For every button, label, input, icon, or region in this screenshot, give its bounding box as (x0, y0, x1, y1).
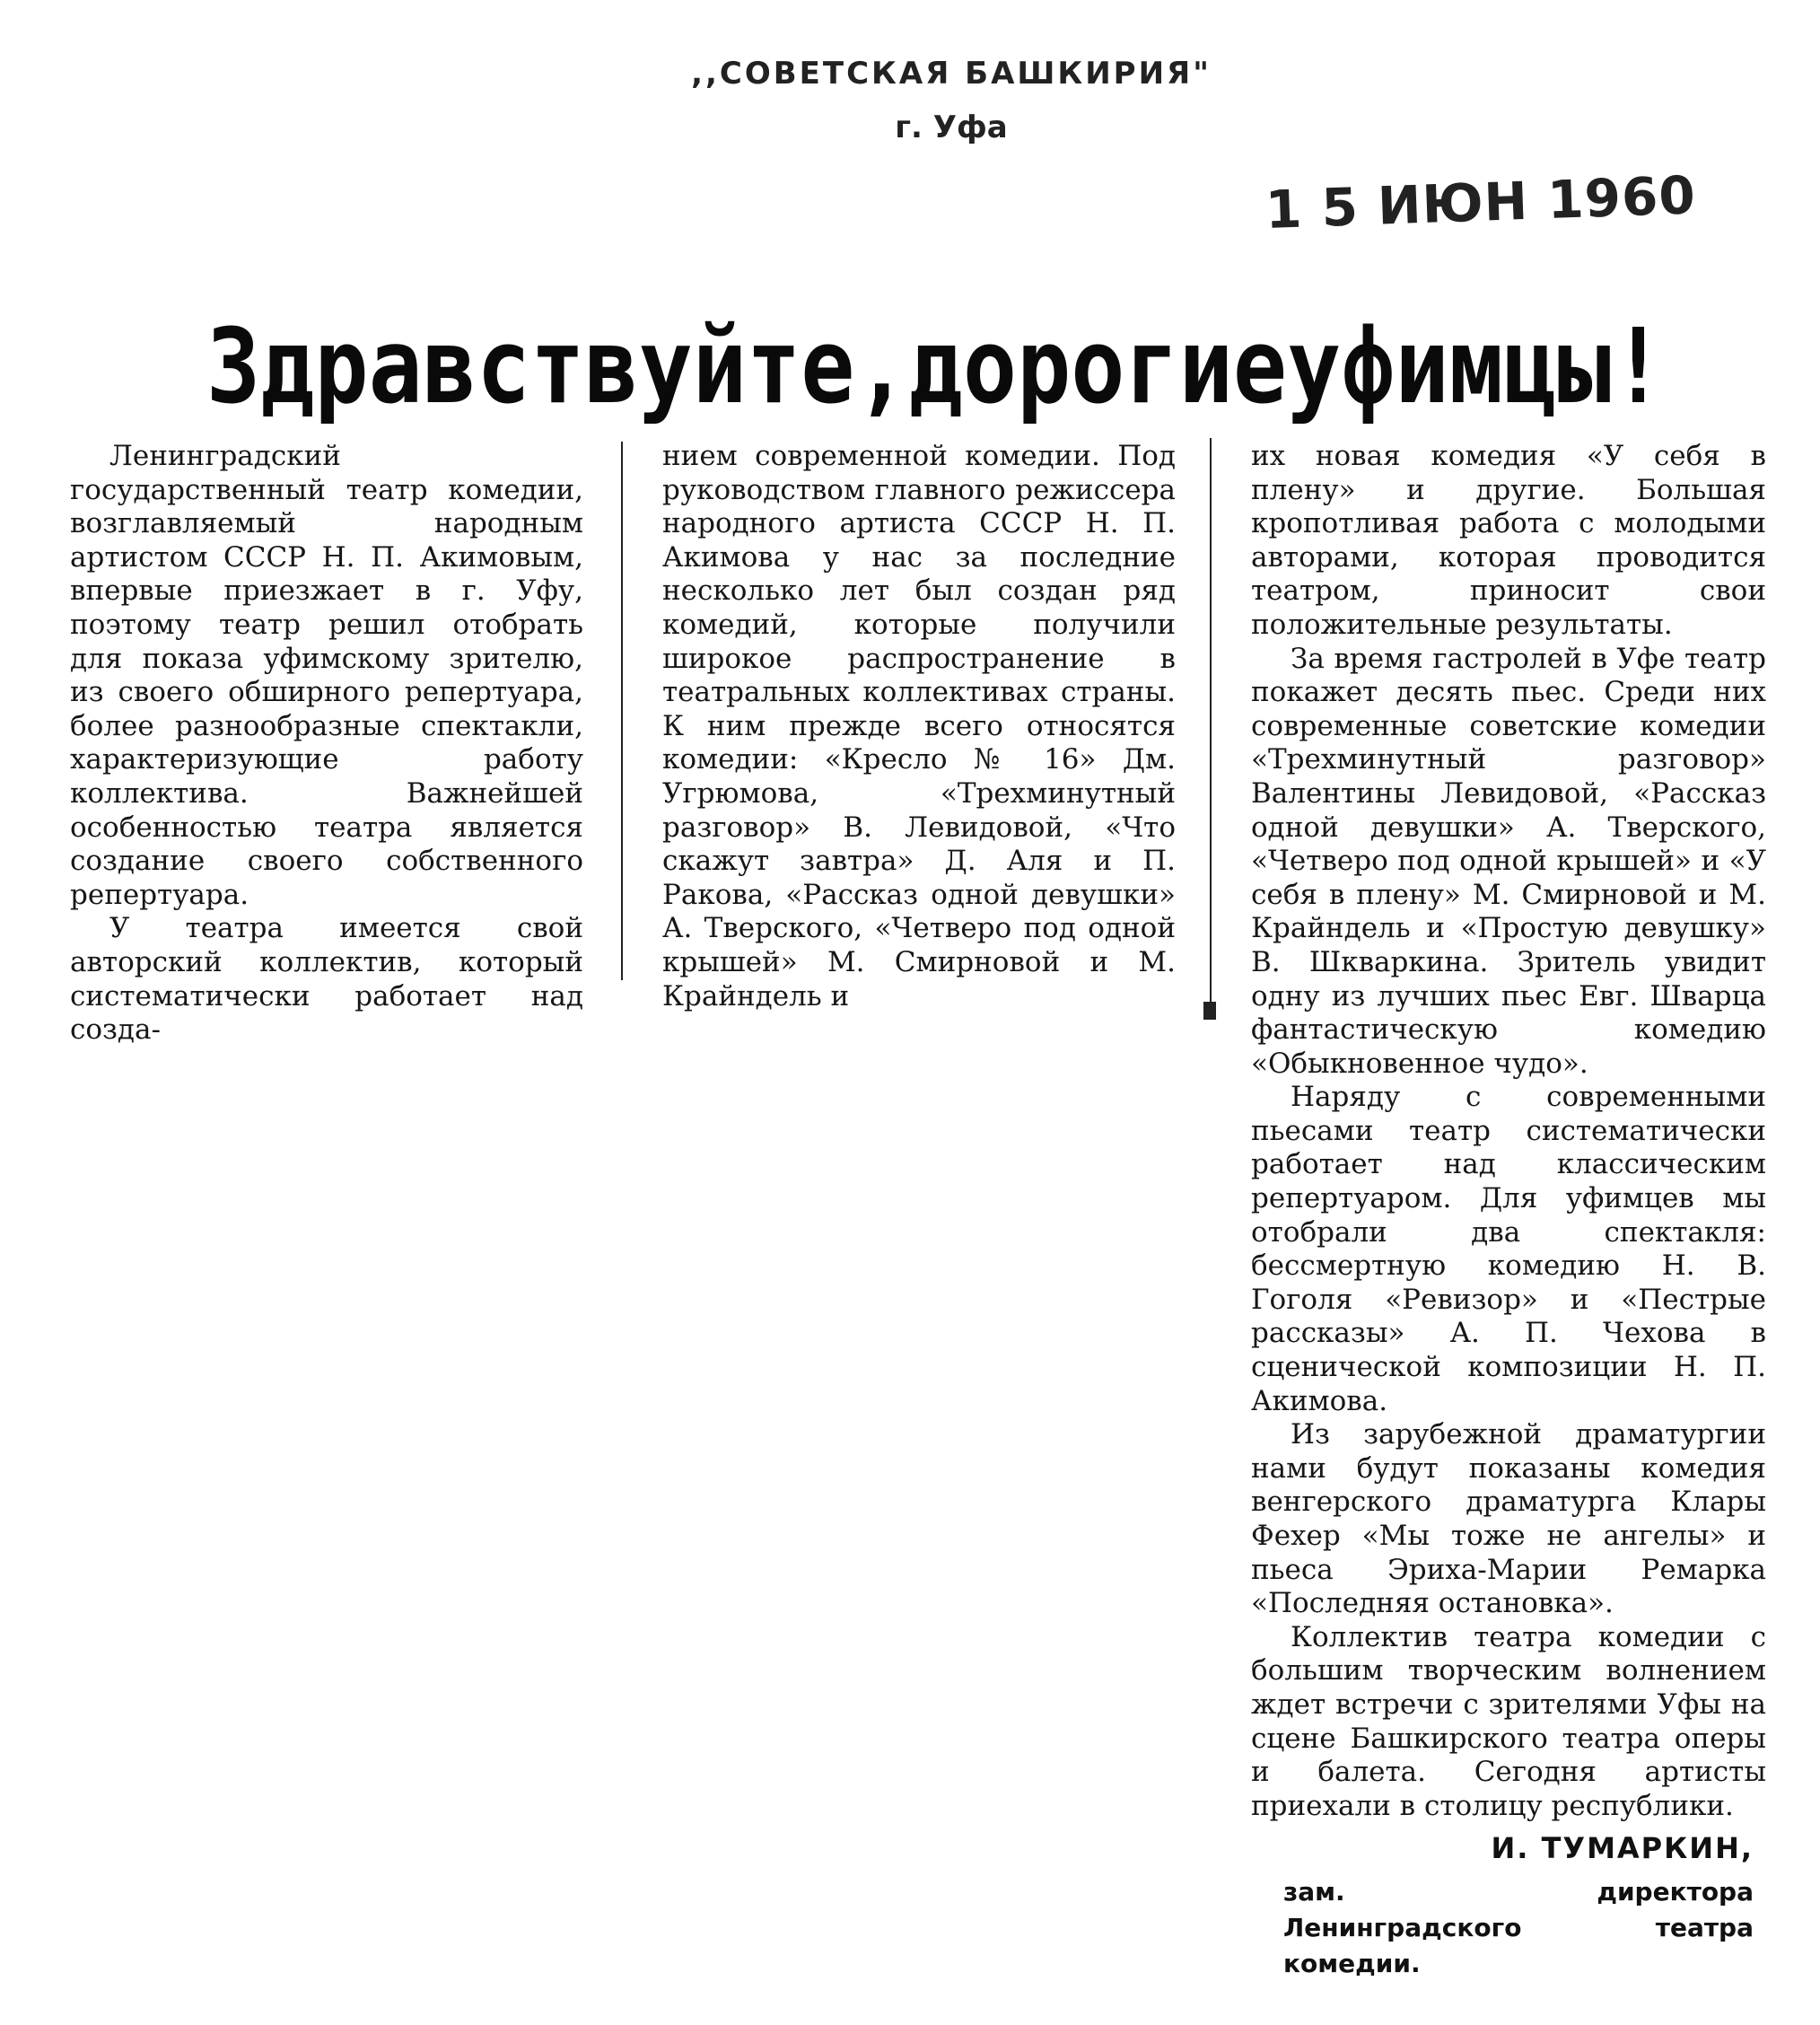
paragraph: Из зарубежной драматургии нами будут показаны комедия венгерского драматурга Клары Фехер «Мы тоже не ангелы» и пьеса Эриха-Марии Ремарка «Последняя остановка». (1251, 1418, 1766, 1620)
article-column-2 (662, 440, 1176, 1013)
headline-word: дорогие (908, 306, 1288, 427)
author-signature: И. ТУМАРКИН, (1491, 1831, 1754, 1865)
paragraph: Коллектив театра комедии с большим творческим волнением ждет встречи с зрителями Уфы на сцене Башкирского театра оперы и балета. Сегодня артисты приехали в столицу республики. (1251, 1620, 1766, 1822)
paragraph: нием современной комедии. Под руководством главного режиссера народного артиста СССР Н. П. Акимова у нас за последние несколько лет был создан ряд комедий, которые получили широкое распространение в театральных коллективах страны. К ним прежде всего относятся комедии: «Кресло № 16» Дм. Угрюмова, «Трехминутный разговор» В. Левидовой, «Что скажут завтра» Д. Аля и П. Ракова, «Рассказ одной девушки» А. Тверского, «Четверо под одной крышей» М. Смирновой и М. Крайндель и (662, 440, 1176, 1012)
column-rule (621, 442, 623, 980)
headline-word: уфимцы! (1287, 306, 1666, 427)
paragraph: У театра имеется свой авторский коллектив, который систематически работает над созда- (70, 912, 583, 1047)
city-label: г. Уфа (895, 110, 1008, 145)
column-rule-mark (1203, 1002, 1216, 1020)
headline (206, 305, 1666, 429)
paragraph: За время гастролей в Уфе театр покажет десять пьес. Среди них современные советские комедии «Трехминутный разговор» Валентины Левидовой, «Рассказ одной девушки» А. Тверского, «Четверо под одной крышей» и «У себя в плену» М. Смирновой и М. Крайндель и «Простую девушку» В. Шкваркина. Зритель увидит одну из лучших пьес Евг. Шварца фантастическую комедию «Обыкновенное чудо». (1251, 642, 1766, 1080)
date-stamp: 1 5 ИЮН 1960 (1264, 164, 1697, 241)
author-title: зам. директора Ленинградского театра комедии. (1283, 1877, 1754, 1978)
headline-word: Здравствуйте, (206, 306, 909, 427)
article-column-3 (1251, 440, 1766, 1823)
paragraph: их новая комедия «У себя в плену» и другие. Большая кропотливая работа с молодыми авторами, которая проводится театром, приносит свои положительные результаты. (1251, 440, 1766, 641)
paragraph: Наряду с современными пьесами театр систематически работает над классическим репертуаром. Для уфимцев мы отобрали два спектакля: бессмертную комедию Н. В. Гоголя «Ревизор» и «Пестрые рассказы» А. П. Чехова в сценической композиции Н. П. Акимова. (1251, 1081, 1766, 1417)
article-column-1 (70, 440, 583, 1048)
paragraph: Ленинградский государственный театр комедии, возглавляемый народным артистом СССР Н. П. Акимовым, впервые приезжает в г. Уфу, поэтому театр решил отобрать для показа уфимскому зрителю, из своего обширного репертуара, более разнообразные спектакли, характеризующие работу коллектива. Важнейшей особенностью театра является создание своего собственного репертуара. (70, 440, 583, 911)
newspaper-masthead: ,,СОВЕТСКАЯ БАШКИРИЯ" (691, 56, 1212, 92)
column-rule (1210, 438, 1212, 1007)
